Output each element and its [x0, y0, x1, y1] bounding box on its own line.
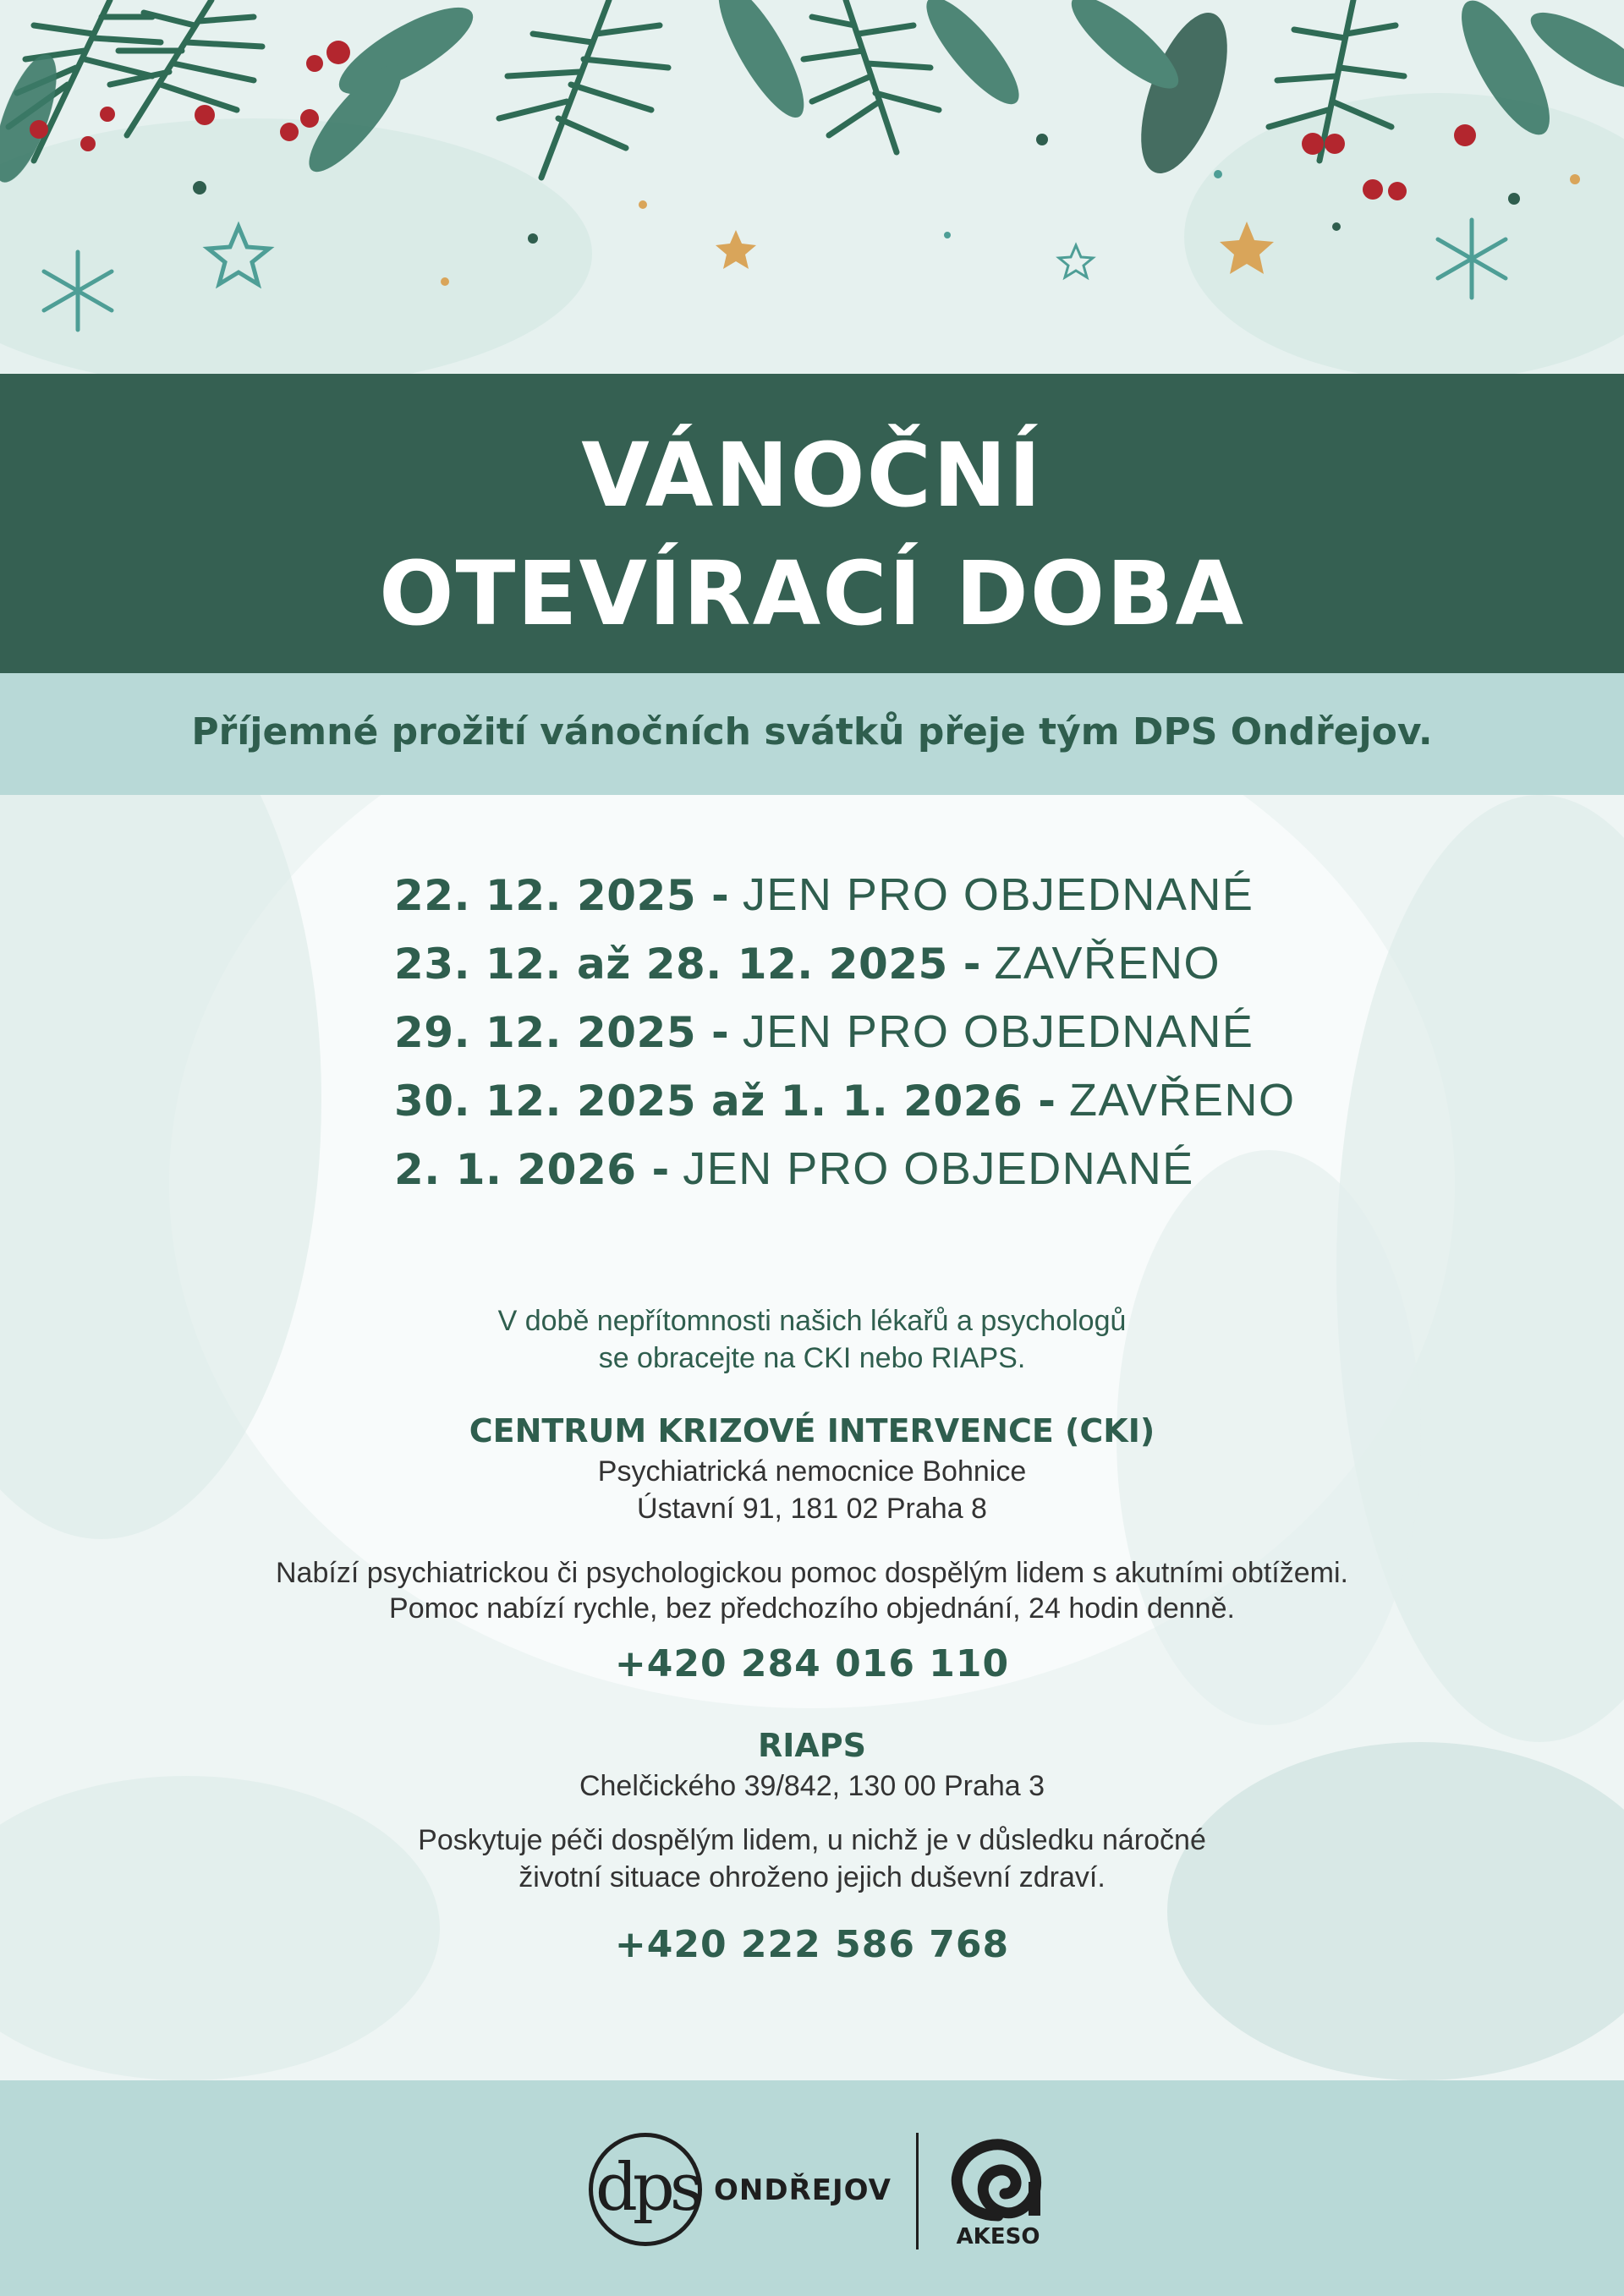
schedule-date: 2. 1. 2026 - — [394, 1145, 670, 1194]
schedule-row — [394, 1066, 1409, 1135]
riaps-address: Chelčického 39/842, 130 00 Praha 3 — [579, 1770, 1045, 1802]
notice-line-2: se obracejte na CKI nebo RIAPS. — [598, 1342, 1026, 1374]
cki-description-2: Pomoc nabízí rychle, bez předchozího objednání, 24 hodin denně. — [389, 1592, 1235, 1625]
schedule-status: JEN PRO OBJEDNANÉ — [742, 1006, 1254, 1057]
dps-logo-name: ONDŘEJOV — [714, 2173, 892, 2207]
subtitle-band — [0, 673, 1624, 795]
schedule-status: ZAVŘENO — [1069, 1075, 1296, 1126]
subtitle: Příjemné prožití vánočních svátků přeje tým DPS Ondřejov. — [191, 710, 1433, 753]
dps-logo-letters: dps — [595, 2150, 699, 2226]
cki-phone[interactable]: +420 284 016 110 — [614, 1642, 1010, 1685]
schedule-list — [394, 861, 1409, 1203]
schedule-status: ZAVŘENO — [994, 938, 1221, 989]
schedule-status: JEN PRO OBJEDNANÉ — [683, 1143, 1194, 1194]
schedule-date: 29. 12. 2025 - — [394, 1008, 730, 1057]
schedule-status: JEN PRO OBJEDNANÉ — [742, 869, 1254, 920]
schedule-row — [394, 998, 1409, 1066]
cki-org: Psychiatrická nemocnice Bohnice — [597, 1455, 1027, 1488]
page-title-line-1: VÁNOČNÍ — [581, 424, 1043, 527]
notice-line-1: V době nepřítomnosti našich lékařů a psychologů — [497, 1305, 1127, 1337]
schedule-date: 30. 12. 2025 až 1. 1. 2026 - — [394, 1077, 1056, 1126]
page-title-line-2: OTEVÍRACÍ DOBA — [379, 542, 1245, 645]
riaps-heading: RIAPS — [757, 1727, 867, 1764]
footer — [0, 2080, 1624, 2296]
schedule-row — [394, 929, 1409, 998]
akeso-logo-name: AKESO — [956, 2224, 1040, 2249]
cki-description-1: Nabízí psychiatrickou či psychologickou pomoc dospělým lidem s akutními obtížemi. — [276, 1557, 1348, 1589]
title-band — [0, 374, 1624, 673]
cki-address: Ústavní 91, 181 02 Praha 8 — [637, 1493, 987, 1525]
riaps-description-1: Poskytuje péči dospělým lidem, u nichž je v důsledku náročné — [418, 1824, 1206, 1856]
schedule-date: 23. 12. až 28. 12. 2025 - — [394, 940, 981, 989]
akeso-spiral-icon — [947, 2138, 1049, 2222]
footer-divider — [916, 2133, 919, 2249]
akeso-logo — [947, 2138, 1049, 2256]
dps-ondrejov-logo — [589, 2131, 910, 2258]
riaps-phone[interactable]: +420 222 586 768 — [614, 1923, 1010, 1966]
schedule-date: 22. 12. 2025 - — [394, 871, 730, 920]
schedule-row — [394, 1135, 1409, 1203]
schedule-row — [394, 861, 1409, 929]
christmas-decoration — [0, 0, 1624, 381]
riaps-description-2: životní situace ohroženo jejich duševní zdraví. — [518, 1861, 1106, 1893]
cki-heading: CENTRUM KRIZOVÉ INTERVENCE (CKI) — [469, 1412, 1155, 1449]
